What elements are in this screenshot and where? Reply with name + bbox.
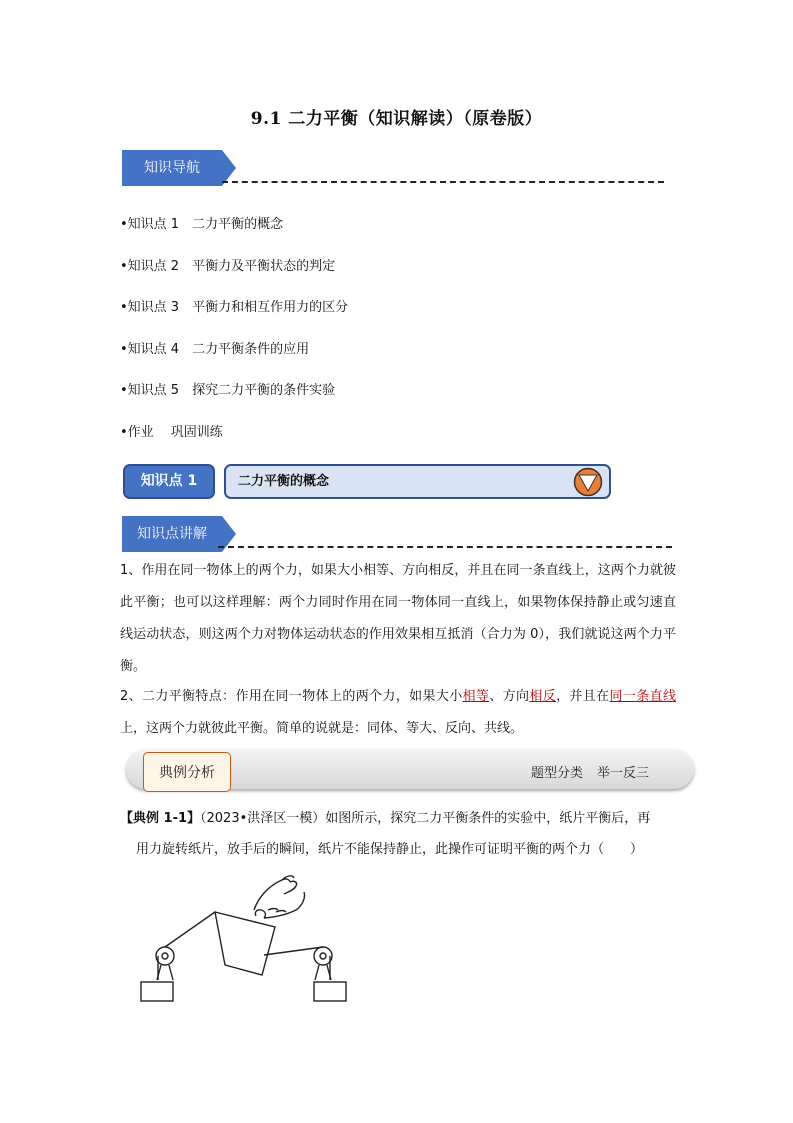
toc-item: •作业 巩固训练 [120,425,223,440]
practice-label: 举一反三 [597,766,650,781]
keyword-same-line: 同一条直线 [609,689,676,704]
right-weight-icon [314,982,346,1001]
knowledge-point-label: 知识点 1 [123,464,215,499]
paragraph-definition: 1、作用在同一物体上的两个力，如果大小相等、方向相反，并且在同一条直线上，这两个力就彼此平衡；也可以这样理解：两个力同时作用在同一物体同一直线上，如果物体保持静止或匀速直线运动状态，则这两个力对物体运动状态的作用效果相互抵消（合力为 0），我们就说这两个力平衡。 [120,563,676,674]
card-icon [215,912,275,975]
example-analysis-tag: 典例分析 [143,752,231,792]
question-line-1 [120,809,650,829]
para2-text: 2、二力平衡特点：作用在同一物体上的两个力，如果大小 [120,689,463,704]
question-label: 【典例 1-1】 [120,811,201,826]
knowledge-point-bar [224,464,611,499]
page-title: 9.1 二力平衡（知识解读）（原卷版） [250,109,543,129]
category-label: 题型分类 [531,766,584,781]
toc-item: •知识点 4 二力平衡条件的应用 [120,342,310,357]
left-weight-icon [141,982,173,1001]
knowledge-nav-banner [122,150,238,186]
down-triangle-icon [573,467,603,497]
explain-dashed-divider [218,546,672,548]
knowledge-nav-label: 知识导航 [144,160,200,176]
right-pulley-icon [314,947,332,965]
toc-item: •知识点 3 平衡力和相互作用力的区分 [120,300,349,315]
para2-text: ，并且在 [556,689,610,704]
toc-item: •知识点 1 二力平衡的概念 [120,217,284,232]
toc-item: •知识点 5 探究二力平衡的条件实验 [120,383,336,398]
toc-item: •知识点 2 平衡力及平衡状态的判定 [120,259,336,274]
paragraph-characteristics [120,681,676,745]
para2-text: 上，这两个力就彼此平衡。简单的说就是：同体、等大、反向、共线。 [120,721,524,736]
example-bar-right [531,762,663,781]
para2-text: 、方向 [489,689,530,704]
nav-dashed-divider [222,181,664,183]
knowledge-explain-label: 知识点讲解 [137,526,207,542]
question-line-2: 用力旋转纸片，放手后的瞬间，纸片不能保持静止，此操作可证明平衡的两个力（ ） [136,842,644,857]
question-text: （2023•洪泽区一模）如图所示，探究二力平衡条件的实验中，纸片平衡后，再 [200,811,651,826]
knowledge-point-title: 二力平衡的概念 [238,474,330,489]
keyword-opposite: 相反 [529,689,557,704]
keyword-equal: 相等 [462,689,490,704]
experiment-figure [136,870,366,1010]
